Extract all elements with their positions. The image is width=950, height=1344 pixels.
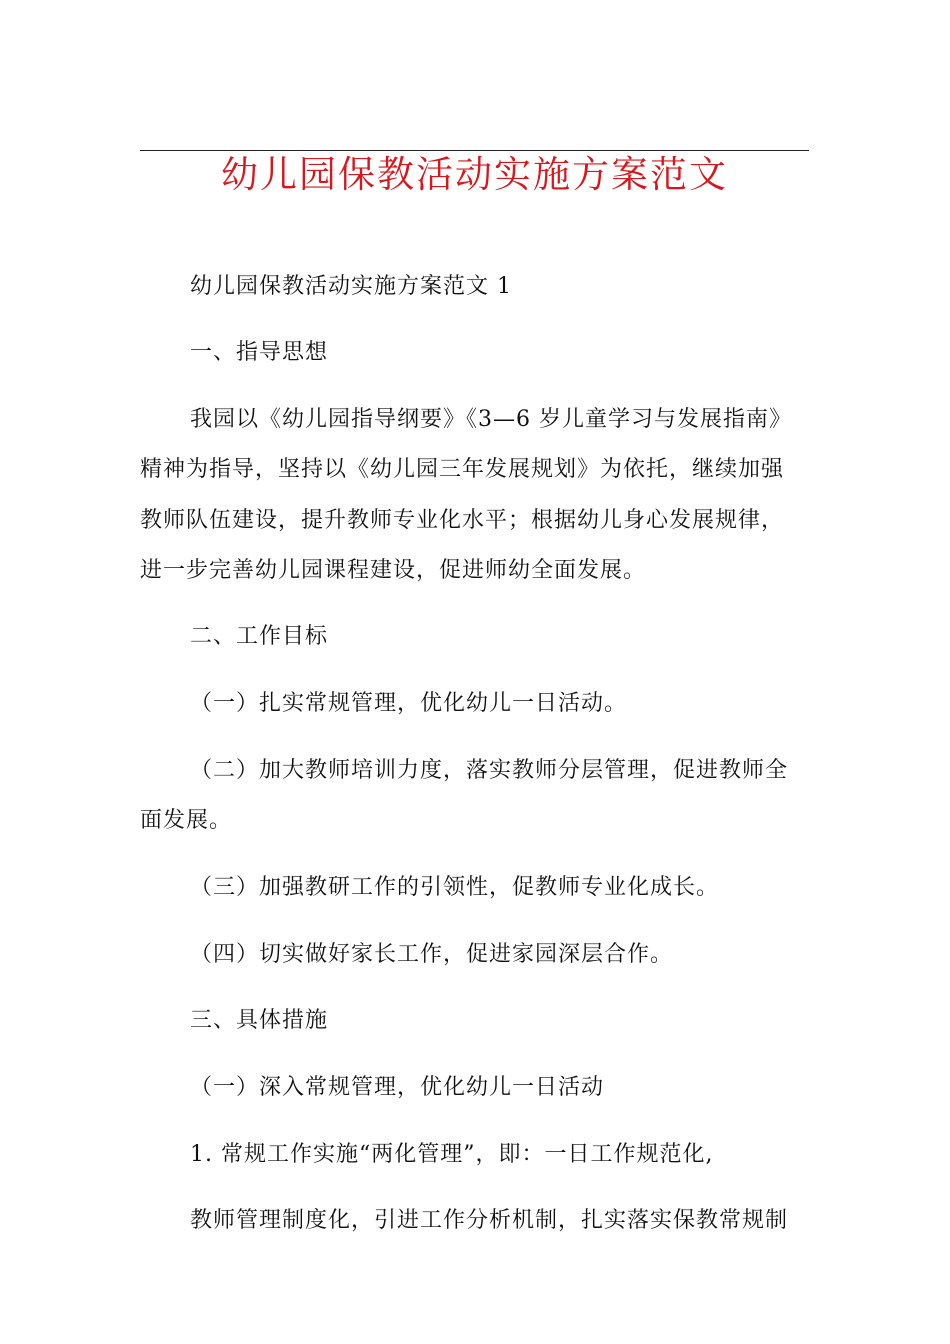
document-title: 幼儿园保教活动实施方案范文	[221, 153, 728, 196]
paragraph-line: 教师队伍建设，提升教师专业化水平；根据幼儿身心发展规律，	[140, 508, 785, 533]
goal-item: （四）切实做好家长工作，促进家园深层合作。	[190, 942, 674, 967]
goal-item-continued: 面发展。	[140, 808, 233, 833]
measure-item: （一）深入常规管理，优化幼儿一日活动	[190, 1075, 605, 1100]
goal-item: （二）加大教师培训力度，落实教师分层管理，促进教师全	[190, 758, 789, 783]
paragraph-line: 我园以《幼儿园指导纲要》《3—6 岁儿童学习与发展指南》	[190, 407, 792, 432]
heading-guiding-ideology: 一、指导思想	[190, 340, 329, 365]
paragraph-line: 进一步完善幼儿园课程建设，促进师幼全面发展。	[140, 558, 647, 583]
paragraph-line: 精神为指导，坚持以《幼儿园三年发展规划》为依托，继续加强	[140, 457, 785, 482]
section-heading: 幼儿园保教活动实施方案范文 1	[190, 274, 512, 299]
goal-item: （一）扎实常规管理，优化幼儿一日活动。	[190, 691, 628, 716]
goal-item: （三）加强教研工作的引领性，促教师专业化成长。	[190, 875, 720, 900]
heading-specific-measures: 三、具体措施	[190, 1008, 329, 1033]
paragraph-line: 教师管理制度化，引进工作分析机制，扎实落实保教常规制	[190, 1208, 789, 1233]
measure-subitem: 1. 常规工作实施“两化管理”，即：一日工作规范化,	[190, 1142, 714, 1167]
heading-work-goals: 二、工作目标	[190, 624, 329, 649]
